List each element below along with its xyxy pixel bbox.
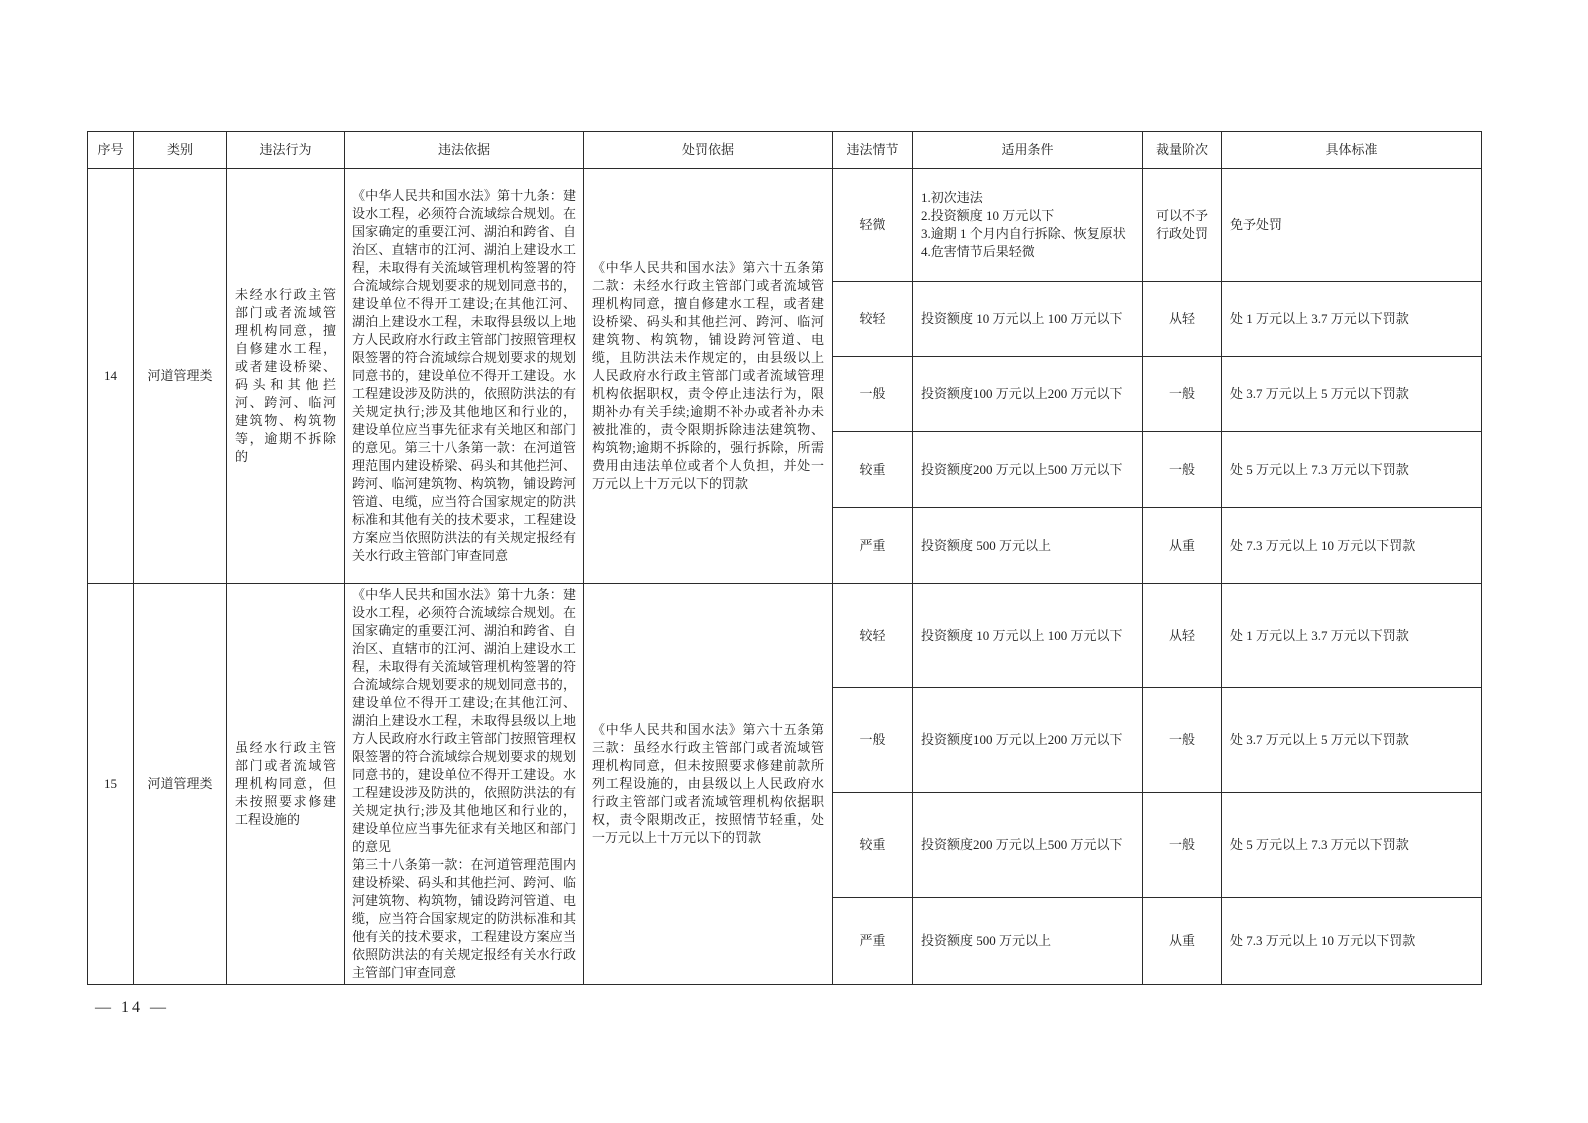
- condition-item: 投资额度100 万元以上200 万元以下: [921, 732, 1123, 747]
- standard: 处 5 万元以上 7.3 万元以下罚款: [1230, 837, 1409, 852]
- discretion-level: 一般: [1168, 386, 1195, 401]
- row-14-conditions: [913, 169, 1143, 282]
- page-number: — 14 —: [95, 999, 169, 1016]
- row-14-discretion-level: [1143, 357, 1222, 432]
- condition-item: 2.投资额度 10 万元以下: [921, 208, 1055, 223]
- header-label: 违法情节: [846, 142, 899, 157]
- row-15-circumstance: [833, 898, 913, 985]
- standard: 处 1 万元以上 3.7 万元以下罚款: [1230, 311, 1409, 326]
- row-14-legal-basis: [345, 169, 584, 584]
- standard: 处 7.3 万元以上 10 万元以下罚款: [1230, 537, 1416, 553]
- serial-no: 14: [104, 368, 117, 383]
- header-serial-no: [88, 132, 134, 169]
- row-14-circumstance: [833, 432, 913, 508]
- legal-basis-paragraph: 第三十八条第一款：在河道管理范围内建设桥梁、码头和其他拦河、跨河、临河建筑物、构筑物，铺设跨河管道、电缆，应当符合国家规定的防洪标准和其他有关的技术要求，工程建设方案应当依照防洪法的有关规定报经有关水行政主管部门审查同意: [352, 857, 576, 980]
- header-legal-basis: [345, 132, 584, 169]
- legal-basis-paragraph: 《中华人民共和国水法》第十九条：建设水工程，必须符合流域综合规划。在国家确定的重要江河、湖泊和跨省、自治区、直辖市的江河、湖泊上建设水工程，未取得有关流域管理机构签署的符合流域综合规划要求的规划同意书的，建设单位不得开工建设;在其他江河、湖泊上建设水工程，未取得县级以上地方人民政府水行政主管部门按照管理权限签署的符合流域综合规划要求的规划同意书的，建设单位不得开工建设。水工程建设涉及防洪的，依照防洪法的有关规定执行;涉及其他地区和行业的，建设单位应当事先征求有关地区和部门的意见: [352, 587, 576, 854]
- penalty-discretion-table: [87, 131, 1482, 985]
- standard: 处 3.7 万元以上 5 万元以下罚款: [1230, 732, 1409, 747]
- row-14-circumstance: [833, 169, 913, 282]
- condition-item: 投资额度200 万元以上500 万元以下: [921, 837, 1123, 852]
- discretion-level: 可以不予行政处罚: [1155, 208, 1208, 241]
- condition-item: 4.危害情节后果轻微: [921, 244, 1035, 259]
- serial-no: 15: [104, 776, 117, 791]
- standard: 处 7.3 万元以上 10 万元以下罚款: [1230, 933, 1416, 948]
- row-15-discretion-level: [1143, 688, 1222, 793]
- header-label: 具体标准: [1325, 142, 1378, 157]
- discretion-level: 一般: [1168, 837, 1195, 852]
- row-15-circumstance: [833, 688, 913, 793]
- row-15-standard: [1222, 688, 1482, 793]
- header-violation: [227, 132, 345, 169]
- header-conditions: [913, 132, 1143, 169]
- header-label: 类别: [166, 142, 193, 157]
- row-14-discretion-level: [1143, 169, 1222, 282]
- row-15-standard: [1222, 584, 1482, 688]
- row-14-category: [134, 169, 227, 584]
- row-14-standard: [1222, 432, 1482, 508]
- circumstance: 严重: [859, 537, 886, 553]
- header-category: [134, 132, 227, 169]
- discretion-level: 从轻: [1168, 627, 1195, 643]
- row-14-discretion-level: [1143, 508, 1222, 584]
- row-15-circumstance: [833, 584, 913, 688]
- row-15-conditions: [913, 793, 1143, 898]
- row-15-discretion-level: [1143, 584, 1222, 688]
- row-15-conditions: [913, 584, 1143, 688]
- row-14-standard: [1222, 282, 1482, 357]
- circumstance: 较重: [859, 837, 886, 852]
- standard: 处 5 万元以上 7.3 万元以下罚款: [1230, 461, 1409, 477]
- legal-basis-paragraph: 《中华人民共和国水法》第十九条：建设水工程，必须符合流域综合规划。在国家确定的重要江河、湖泊和跨省、自治区、直辖市的江河、湖泊上建设水工程，未取得有关流域管理机构签署的符合流域综合规划要求的规划同意书的，建设单位不得开工建设;在其他江河、湖泊上建设水工程，未取得县级以上地方人民政府水行政主管部门按照管理权限签署的符合流域综合规划要求的规划同意书的，建设单位不得开工建设。水工程建设涉及防洪的，依照防洪法的有关规定执行;涉及其他地区和行业的，建设单位应当事先征求有关地区和部门的意见。第三十八条第一款：在河道管理范围内建设桥梁、码头和其他拦河、跨河、临河建筑物、构筑物，铺设跨河管道、电缆，应当符合国家规定的防洪标准和其他有关的技术要求，工程建设方案应当依照防洪法的有关规定报经有关水行政主管部门审查同意: [352, 188, 576, 563]
- circumstance: 严重: [859, 933, 886, 948]
- row-15-conditions: [913, 898, 1143, 985]
- row-14-conditions: [913, 508, 1143, 584]
- row-15-standard: [1222, 898, 1482, 985]
- header-label: 裁量阶次: [1155, 142, 1208, 157]
- row-15-conditions: [913, 688, 1143, 793]
- row-15-penalty-basis: [584, 584, 833, 985]
- condition-item: 投资额度100 万元以上200 万元以下: [921, 386, 1123, 401]
- circumstance: 较轻: [859, 311, 886, 326]
- row-14-standard: [1222, 169, 1482, 282]
- header-label: 处罚依据: [681, 142, 734, 157]
- row-15-discretion-level: [1143, 898, 1222, 985]
- header-label: 违法行为: [259, 142, 312, 157]
- row-14-standard: [1222, 508, 1482, 584]
- row-14-conditions: [913, 282, 1143, 357]
- row-15-serial-no: [88, 584, 134, 985]
- header-circumstance: [833, 132, 913, 169]
- circumstance: 轻微: [859, 217, 886, 232]
- circumstance: 一般: [859, 732, 886, 747]
- category: 河道管理类: [147, 776, 213, 791]
- header-label: 违法依据: [437, 142, 490, 157]
- condition-item: 投资额度 500 万元以上: [921, 537, 1052, 553]
- conditions-list: [921, 189, 1126, 261]
- circumstance: 一般: [859, 386, 886, 401]
- header-label: 序号: [97, 142, 124, 157]
- row-14-standard: [1222, 357, 1482, 432]
- standard: 处 3.7 万元以上 5 万元以下罚款: [1230, 386, 1409, 401]
- header-standard: [1222, 132, 1482, 169]
- row-14-conditions: [913, 432, 1143, 508]
- circumstance: 较重: [859, 461, 886, 477]
- row-14-serial-no: [88, 169, 134, 584]
- header-discretion-level: [1143, 132, 1222, 169]
- header-label: 适用条件: [1001, 142, 1054, 157]
- discretion-level: 一般: [1168, 461, 1195, 477]
- penalty-basis-text: 《中华人民共和国水法》第六十五条第二款：未经水行政主管部门或者流域管理机构同意，擅自修建水工程，或者建设桥梁、码头和其他拦河、跨河、临河建筑物、构筑物，铺设跨河管道、电缆，且防洪法未作规定的，由县级以上人民政府水行政主管部门或者流域管理机构依据职权，责令停止违法行为，限期补办有关手续;逾期不补办或者补办未被批准的，责令限期拆除违法建筑物、构筑物;逾期不拆除的，强行拆除，所需费用由违法单位或者个人负担，并处一万元以上十万元以下的罚款: [592, 260, 824, 491]
- row-15-discretion-level: [1143, 793, 1222, 898]
- circumstance: 较轻: [859, 627, 886, 643]
- discretion-level: 从轻: [1168, 311, 1195, 326]
- header-penalty-basis: [584, 132, 833, 169]
- row-15-legal-basis: [345, 584, 584, 985]
- standard: 免予处罚: [1230, 217, 1283, 232]
- row-15-standard: [1222, 793, 1482, 898]
- category: 河道管理类: [147, 368, 213, 383]
- condition-item: 投资额度 500 万元以上: [921, 933, 1052, 948]
- discretion-level: 一般: [1168, 732, 1195, 747]
- condition-item: 投资额度200 万元以上500 万元以下: [921, 461, 1123, 477]
- row-14-circumstance: [833, 282, 913, 357]
- row-14-penalty-basis: [584, 169, 833, 584]
- row-15-category: [134, 584, 227, 985]
- row-15-circumstance: [833, 793, 913, 898]
- row-14-circumstance: [833, 357, 913, 432]
- row-14-conditions: [913, 357, 1143, 432]
- row-14-violation: [227, 169, 345, 584]
- condition-item: 1.初次违法: [921, 190, 983, 205]
- violation-text: 虽经水行政主管部门或者流域管理机构同意，但未按照要求修建工程设施的: [235, 740, 336, 827]
- condition-item: 3.逾期 1 个月内自行拆除、恢复原状: [921, 226, 1126, 241]
- condition-item: 投资额度 10 万元以上 100 万元以下: [921, 311, 1123, 326]
- penalty-basis-text: 《中华人民共和国水法》第六十五条第三款：虽经水行政主管部门或者流域管理机构同意，但未按照要求修建前款所列工程设施的，由县级以上人民政府水行政主管部门或者流域管理机构依据职权，责令限期改正，按照情节轻重，处一万元以上十万元以下的罚款: [592, 722, 824, 845]
- condition-item: 投资额度 10 万元以上 100 万元以下: [921, 627, 1123, 643]
- discretion-level: 从重: [1168, 933, 1195, 948]
- row-14-circumstance: [833, 508, 913, 584]
- row-15-violation: [227, 584, 345, 985]
- violation-text: 未经水行政主管部门或者流域管理机构同意，擅自修建水工程，或者建设桥梁、码头和其他拦河、跨河、临河建筑物、构筑物等，逾期不拆除的: [235, 287, 336, 464]
- row-14-discretion-level: [1143, 432, 1222, 508]
- row-14-discretion-level: [1143, 282, 1222, 357]
- discretion-level: 从重: [1168, 537, 1195, 553]
- standard: 处 1 万元以上 3.7 万元以下罚款: [1230, 627, 1409, 643]
